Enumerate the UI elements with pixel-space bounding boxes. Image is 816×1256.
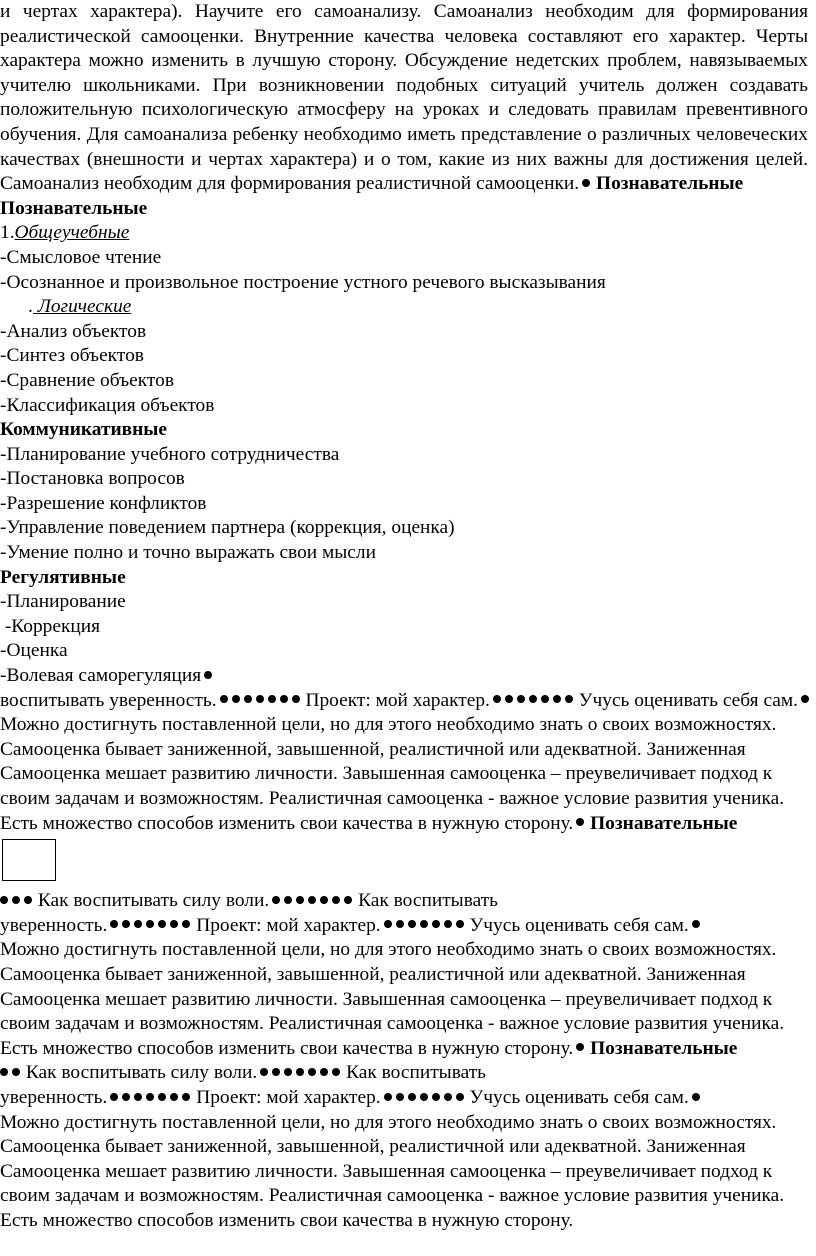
bullet-icon xyxy=(134,1093,142,1101)
bullet-icon xyxy=(332,896,340,904)
bullet-icon xyxy=(320,1068,328,1076)
bullet-icon xyxy=(332,1068,340,1076)
bullet-icon xyxy=(12,896,20,904)
bullet-icon xyxy=(204,671,212,679)
intro-paragraph xyxy=(0,0,816,197)
bullet-icon xyxy=(158,1093,166,1101)
bullet-icon xyxy=(296,896,304,904)
list-item: -Разрешение конфликтов xyxy=(0,492,207,514)
bullet-icon xyxy=(505,695,513,703)
bullet-icon xyxy=(576,818,584,826)
bullet-icon xyxy=(384,1093,392,1101)
bullet-icon xyxy=(182,920,190,928)
bullet-icon xyxy=(493,695,501,703)
bullet-icon xyxy=(553,695,561,703)
list-item: -Классификация объектов xyxy=(0,394,215,416)
list-item: -Коррекция xyxy=(0,615,101,637)
list-item: -Синтез объектов xyxy=(0,345,144,367)
slide-title-project: Проект: мой характер. xyxy=(196,914,381,936)
bullet-icon xyxy=(12,1068,20,1076)
list-item: -Постановка вопросов xyxy=(0,468,185,490)
list-item: -Планирование учебного сотрудничества xyxy=(0,443,340,465)
bullet-icon xyxy=(110,1093,118,1101)
regulatory-heading: Регулятивные xyxy=(0,566,126,588)
bullet-icon xyxy=(444,920,452,928)
general-education-heading xyxy=(0,221,816,246)
bullet-icon xyxy=(692,920,700,928)
bullet-icon xyxy=(284,896,292,904)
bullet-icon xyxy=(296,1068,304,1076)
bullet-icon xyxy=(146,1093,154,1101)
bullet-icon xyxy=(268,695,276,703)
bullet-icon xyxy=(260,1068,268,1076)
bullet-icon xyxy=(0,896,8,904)
logical-title: Логические xyxy=(37,296,132,318)
slide-text-block-2 xyxy=(0,889,816,1061)
slide-title-self-eval: Учусь оценивать себя сам. xyxy=(578,689,799,711)
communicative-heading: Коммуникативные xyxy=(0,419,168,441)
slide-body-text: Можно достигнуть поставленной цели, но для этого необходимо знать о своих возможностях. Самооценка бывает заниженной, завышенной, реалистичной или адекватной. Заниженная Самооценка мешает развитию личности. Завышенная самооценка – преувеличивает подход к своим задачам и возможностям. Реалистичная самооценка - важное условие развития ученика. Есть множество способов изменить свои качества в нужную сторону. xyxy=(0,714,785,834)
list-item: -Управление поведением партнера (коррекция, оценка) xyxy=(0,517,455,539)
slide-title-project: Проект: мой характер. xyxy=(305,689,490,711)
bullet-icon xyxy=(308,1068,316,1076)
bullet-icon xyxy=(396,920,404,928)
slide-title-confidence-word: уверенность. xyxy=(0,914,108,936)
bullet-icon xyxy=(420,920,428,928)
list-item: -Планирование xyxy=(0,591,126,613)
bullet-icon xyxy=(272,896,280,904)
bullet-icon xyxy=(110,920,118,928)
bullet-icon xyxy=(280,695,288,703)
bullet-icon xyxy=(420,1093,428,1101)
slide-tail-heading: Познавательные xyxy=(590,812,738,834)
bullet-icon xyxy=(801,695,809,703)
slide-title-confidence-word: уверенность. xyxy=(0,1086,108,1108)
bullet-icon xyxy=(244,695,252,703)
bullet-icon xyxy=(272,1068,280,1076)
slide-title-will: Как воспитывать силу воли. xyxy=(25,1062,258,1084)
bullet-icon xyxy=(692,1093,700,1101)
bullet-icon xyxy=(517,695,525,703)
bullet-icon xyxy=(256,695,264,703)
bullet-icon xyxy=(170,920,178,928)
list-item: -Смысловое чтение xyxy=(0,246,162,268)
intro-text: и чертах характера). Научите его самоанализу. Самоанализ необходим для формирования реалистической самооценки. Внутренние качества человека составляют его характер. Черты характера можно изменить в лучшую сторону. Обсуждение недетских проблем, навязываемых учителю школьниками. При возникновении подобных ситуаций учитель должен создавать положительную психологическую атмосферу на уроках и следовать правилам превентивного обучения. Для самоанализа ребенку необходимо иметь представление о различных человеческих качествах (внешности и чертах характера) и о том, какие из них важны для достижения целей. Самоанализ необходим для формирования реалистичной самооценки. xyxy=(0,1,808,195)
slide-title-self-eval: Учусь оценивать себя сам. xyxy=(469,1086,689,1108)
bullet-icon xyxy=(284,1068,292,1076)
slide-text-block-1 xyxy=(0,689,816,837)
bullet-icon xyxy=(541,695,549,703)
bullet-icon xyxy=(444,1093,452,1101)
slide-title-self-eval: Учусь оценивать себя сам. xyxy=(469,914,689,936)
slide-body-text: Можно достигнуть поставленной цели, но для этого необходимо знать о своих возможностях. Самооценка бывает заниженной, завышенной, реалистичной или адекватной. Заниженная Самооценка мешает развитию личности. Завышенная самооценка – преувеличивает подход к своим задачам и возможностям. Реалистичная самооценка - важное условие развития ученика. Есть множество способов изменить свои качества в нужную сторону. xyxy=(0,939,785,1059)
logical-prefix: . xyxy=(28,296,33,318)
list-item: -Анализ объектов xyxy=(0,320,147,342)
bullet-icon xyxy=(122,920,130,928)
bullet-icon xyxy=(456,1093,464,1101)
bullet-icon xyxy=(24,896,32,904)
logical-heading xyxy=(0,295,816,320)
bullet-icon xyxy=(384,920,392,928)
list-item: -Умение полно и точно выражать свои мысли xyxy=(0,542,376,564)
list-item-text: -Волевая саморегуляция xyxy=(0,665,202,687)
bullet-icon xyxy=(134,920,142,928)
bullet-icon xyxy=(308,896,316,904)
bullet-icon xyxy=(456,920,464,928)
bullet-icon xyxy=(432,1093,440,1101)
bullet-icon xyxy=(408,1093,416,1101)
bullet-icon xyxy=(320,896,328,904)
bullet-icon xyxy=(529,695,537,703)
bullet-icon xyxy=(396,1093,404,1101)
general-education-title: Общеучебные xyxy=(14,222,130,244)
slide-title-project: Проект: мой характер. xyxy=(196,1086,381,1108)
slide-body-text: Можно достигнуть поставленной цели, но для этого необходимо знать о своих возможностях. Самооценка бывает заниженной, завышенной, реалистичной или адекватной. Заниженная Самооценка мешает развитию личности. Завышенная самооценка – преувеличивает подход к своим задачам и возможностям. Реалистичная самооценка - важное условие развития ученика. Есть множество способов изменить свои качества в нужную сторону. xyxy=(0,1111,785,1231)
list-item: -Сравнение объектов xyxy=(0,369,174,391)
bullet-icon xyxy=(0,1068,8,1076)
bullet-icon xyxy=(344,896,352,904)
bullet-icon xyxy=(158,920,166,928)
bullet-icon xyxy=(232,695,240,703)
slide-title-how-to-raise: Как воспитывать xyxy=(346,1062,487,1084)
slide-text-block-3 xyxy=(0,1061,816,1233)
list-item: -Оценка xyxy=(0,640,68,662)
bullet-icon xyxy=(146,920,154,928)
cognitive-heading: Познавательные xyxy=(0,197,148,219)
list-item-with-bullet xyxy=(0,664,816,689)
bullet-icon xyxy=(292,695,300,703)
bullet-icon xyxy=(576,1043,584,1051)
slide-title-confidence: воспитывать уверенность. xyxy=(0,689,217,711)
general-education-number: 1. xyxy=(0,222,15,244)
bullet-icon xyxy=(122,1093,130,1101)
list-item: -Осознанное и произвольное построение устного речевого высказывания xyxy=(0,271,606,293)
bullet-icon xyxy=(582,179,590,187)
bullet-icon xyxy=(432,920,440,928)
slide-title-will: Как воспитывать силу воли. xyxy=(37,890,270,912)
bullet-icon xyxy=(408,920,416,928)
empty-image-frame xyxy=(2,839,56,881)
slide-tail-heading: Познавательные xyxy=(590,1037,738,1059)
slide-title-how-to-raise: Как воспитывать xyxy=(358,890,499,912)
bullet-icon xyxy=(182,1093,190,1101)
bullet-icon xyxy=(565,695,573,703)
bullet-icon xyxy=(220,695,228,703)
intro-tail-heading: Познавательные xyxy=(595,173,744,195)
bullet-icon xyxy=(170,1093,178,1101)
